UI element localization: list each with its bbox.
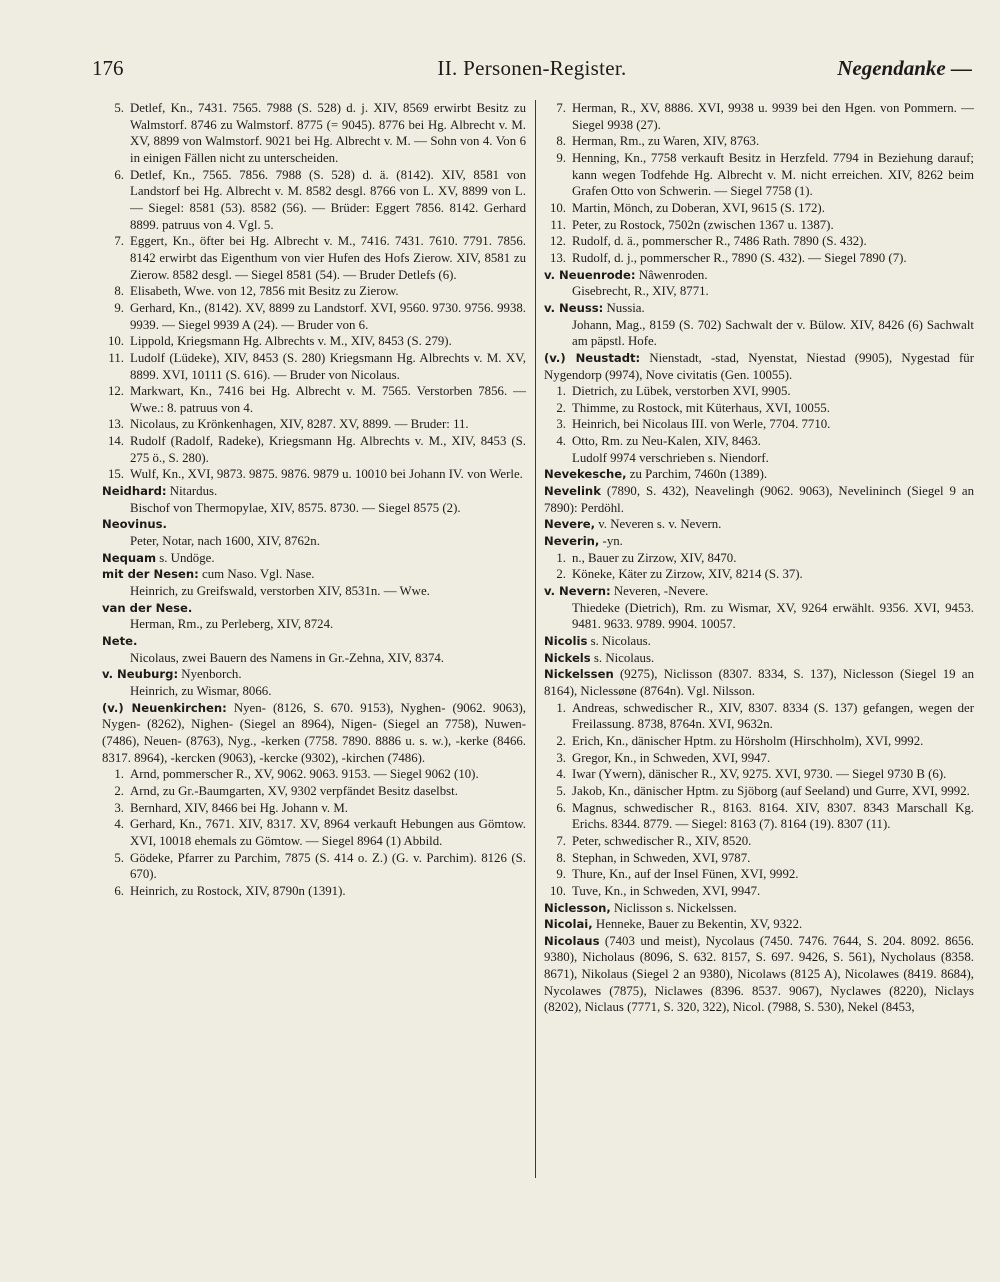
index-entry-nesen: mit der Nesen: cum Naso. Vgl. Nase. [102, 567, 315, 582]
entry-item: 1. Andreas, schwedischer R., XIV, 8307. 8334 (S. 137) gefangen, wegen der Freilassung. 8738, 8764n. XVI, 9632n. [556, 700, 974, 732]
index-entry-nicolaus: Nicolaus (7403 und meist), Nycolaus (7450. 7476. 7644, S. 204. 8092. 8656. 9380), Nicholaus (8096, S. 632. 8157, S. 697. 9426, S. 561), Nycholaus (8358. 8671), Nikolaus (Siegel 2 an 9380), Nicolaws (8125 A), Nicolawes (8419. 8684), Nycolawes (7875), Niclawes (8396. 8537. 9067), Nyclawes (8220), Niclays (8202), Niclaus (7771, S. 320, 322), Nicol. (7988, S. 530), Nekel (8453, [544, 933, 974, 1015]
entry-item: 13. Rudolf, d. j., pommerscher R., 7890 (S. 432). — Siegel 7890 (7). [549, 250, 907, 265]
entry-item: 1. n., Bauer zu Zirzow, XIV, 8470. [556, 550, 737, 565]
index-entry-nevelink: Nevelink (7890, S. 432), Neavelingh (9062. 9063), Nevelininch (Siegel 9 an 7890): Perdöhl. [544, 484, 974, 515]
entry-item: 2. Arnd, zu Gr.-Baumgarten, XV, 9302 verpfändet Besitz daselbst. [114, 783, 458, 798]
index-entry-neverin: Neverin, -yn. [544, 534, 623, 549]
left-column [102, 100, 526, 900]
index-entry-nickels: Nickels s. Nicolaus. [544, 650, 655, 665]
entry-item: 4. Gerhard, Kn., 7671. XIV, 8317. XV, 8964 verkauft Hebungen aus Gömtow. XVI, 10018 ehemals zu Gömtow. — Siegel 8964 (1) Abbild. [114, 817, 526, 848]
entry-subline: Bischof von Thermopylae, XIV, 8575. 8730. — Siegel 8575 (2). [130, 500, 461, 515]
entry-item: 3. Bernhard, XIV, 8466 bei Hg. Johann v. M. [114, 800, 348, 815]
entry-item: 8. Elisabeth, Wwe. von 12, 7856 mit Besitz zu Zierow. [114, 284, 399, 299]
index-entry-neuenkirchen: (v.) Neuenkirchen: Nyen- (8126, S. 670. 9153), Nyghen- (9062. 9063), Nygen- (8262), Nighen- (Siegel an 8964), Nigen- (Siegel an 7758), Nuwen- (7486), Neuen- (8763), Nyg., -kerken (7758. 7890. 8886 u. s. w.), -kerke (8466. 8317. 8964), -kercken (9063), -kercke (9302), -kirchen (7486). [102, 700, 526, 765]
entry-item: 4. Iwar (Ywern), dänischer R., XV, 9275. XVI, 9730. — Siegel 9730 B (6). [556, 767, 947, 782]
entry-item: 6. Magnus, schwedischer R., 8163. 8164. XIV, 8307. 8343 Marschall Kg. Erichs. 8344. 8779. — Siegel: 8163 (7). 8164 (19). 8307 (11). [556, 800, 974, 832]
index-entry-van-der-nese: van der Nese. [102, 600, 193, 615]
entry-subline: Peter, Notar, nach 1600, XIV, 8762n. [130, 534, 320, 549]
index-entry-nicolai: Nicolai, Henneke, Bauer zu Bekentin, XV, 9322. [544, 917, 803, 932]
entry-subline: Ludolf 9974 verschrieben s. Niendorf. [572, 450, 769, 465]
entry-item: 11. Ludolf (Lüdeke), XIV, 8453 (S. 280) Kriegsmann Hg. Albrechts v. M. XV, 8899. XVI, 10111 (S. 616). — Bruder von Nicolaus. [108, 350, 526, 382]
index-entry-neidhard: Neidhard: Nitardus. [102, 484, 218, 499]
entry-subline: Herman, Rm., zu Perleberg, XIV, 8724. [130, 617, 334, 632]
entry-item: 5. Gödeke, Pfarrer zu Parchim, 7875 (S. 414 o. Z.) (G. v. Parchim). 8126 (S. 670). [114, 850, 526, 882]
page-number: 176 [92, 56, 124, 80]
entry-subline: Heinrich, zu Wismar, 8066. [130, 683, 272, 698]
index-entry-nickelssen: Nickelssen (9275), Niclisson (8307. 8334, S. 137), Niclesson (Siegel 19 an 8164), Niclessøne (8764n). Vgl. Nilsson. [544, 667, 974, 698]
running-title: II. Personen-Register. [437, 56, 627, 80]
entry-subline: Heinrich, zu Greifswald, verstorben XIV, 8531n. — Wwe. [130, 584, 430, 599]
entry-item: 2. Erich, Kn., dänischer Hptm. zu Hörsholm (Hirschholm), XVI, 9992. [556, 733, 924, 748]
entry-item: 6. Detlef, Kn., 7565. 7856. 7988 (S. 528) d. ä. (8142). XIV, 8581 von Landstorf bei Hg. Albrecht v. M. 8582 desgl. 8766 von L. XV, 8899 von L. — Siegel: 8581 (53). 8582 (56). — Brüder: Eggert 7856. 8142. Gerhard 8899. patruus von 4. Vgl. 5. [114, 167, 526, 232]
entry-item: 2. Thimme, zu Rostock, mit Küterhaus, XVI, 10055. [556, 400, 830, 415]
entry-item: 3. Gregor, Kn., in Schweden, XVI, 9947. [556, 750, 771, 765]
index-entry-neustadt: (v.) Neustadt: Nienstadt, -stad, Nyenstat, Niestad (9905), Nygestad für Nygendorp (9974), Nove civitatis (Gen. 10055). [544, 350, 974, 382]
index-entry-nicolis: Nicolis s. Nicolaus. [544, 634, 651, 648]
index-entry-nequam: Nequam s. Undöge. [102, 550, 215, 565]
entry-item: 9. Henning, Kn., 7758 verkauft Besitz in Herzfeld. 7794 in Beziehung darauf; kann wegen Todfehde Hg. Albrecht v. M. nicht erreichen. XIV, 8262 beim Grafen Otto von Schwerin. — Siegel 7758 (1). [556, 150, 974, 199]
entry-subline: Nicolaus, zwei Bauern des Namens in Gr.-Zehna, XIV, 8374. [130, 650, 444, 665]
entry-item: 8. Stephan, in Schweden, XVI, 9787. [556, 850, 751, 865]
column-divider [535, 100, 536, 1178]
entry-item: 6. Heinrich, zu Rostock, XIV, 8790n (1391). [114, 883, 346, 898]
right-column [544, 100, 974, 1016]
entry-item: 11. Peter, zu Rostock, 7502n (zwischen 1367 u. 1387). [550, 217, 834, 232]
entry-item: 10. Martin, Mönch, zu Doberan, XVI, 9615 (S. 172). [549, 200, 825, 215]
entry-subline: Thiedeke (Dietrich), Rm. zu Wismar, XV, 9264 erwählt. 9356. XVI, 9453. 9481. 9633. 9789. 9904. 10057. [572, 600, 974, 632]
entry-item: 15. Wulf, Kn., XVI, 9873. 9875. 9876. 9879 u. 10010 bei Johann IV. von Werle. [107, 467, 523, 482]
entry-item: 8. Herman, Rm., zu Waren, XIV, 8763. [556, 134, 760, 149]
entry-item: 10. Lippold, Kriegsmann Hg. Albrechts v. M., XIV, 8453 (S. 279). [107, 334, 452, 349]
entry-subline: Gisebrecht, R., XIV, 8771. [572, 284, 709, 299]
entry-item: 1. Arnd, pommerscher R., XV, 9062. 9063. 9153. — Siegel 9062 (10). [114, 767, 479, 782]
entry-item: 10. Tuve, Kn., in Schweden, XVI, 9947. [549, 883, 761, 898]
index-entry-nevere: Nevere, v. Neveren s. v. Nevern. [544, 517, 722, 532]
entry-item: 3. Heinrich, bei Nicolaus III. von Werle, 7704. 7710. [556, 417, 831, 432]
index-entry-neuenrode: v. Neuenrode: Nâwenroden. [544, 267, 708, 282]
entry-item: 7. Eggert, Kn., öfter bei Hg. Albrecht v. M., 7416. 7431. 7610. 7791. 7856. 8142 erwirbt das Eigenthum von vier Hufen des Hofs Zierow. XIV, 8581 zu Zierow. 8582 desgl. — Siegel 8581 (54). — Bruder Detlefs (6). [114, 234, 526, 282]
index-entry-nevern: v. Nevern: Neveren, -Nevere. [544, 584, 709, 599]
entry-item: 9. Gerhard, Kn., (8142). XV, 8899 zu Landstorf. XVI, 9560. 9730. 9756. 9938. 9939. — Siegel 9939 A (24). — Bruder von 6. [114, 300, 526, 332]
index-entry-nete: Nete. [102, 634, 138, 648]
entry-item: 12. Rudolf, d. ä., pommerscher R., 7486 Rath. 7890 (S. 432). [549, 234, 867, 249]
entry-item: 14. Rudolf (Radolf, Radeke), Kriegsmann Hg. Albrechts v. M., XIV, 8453 (S. 275 ö., S. 280). [107, 434, 526, 465]
entry-item: 2. Köneke, Käter zu Zirzow, XIV, 8214 (S. 37). [556, 567, 803, 582]
entry-item: 12. Markwart, Kn., 7416 bei Hg. Albrecht v. M. 7565. Verstorben 7856. — Wwe.: 8. patruus von 4. [107, 384, 526, 415]
index-entry-neovinus: Neovinus. [102, 517, 167, 532]
entry-item: 5. Jakob, Kn., dänischer Hptm. zu Sjöborg (auf Seeland) und Gurre, XVI, 9992. [556, 783, 970, 798]
entry-item: 7. Peter, schwedischer R., XIV, 8520. [556, 833, 752, 848]
index-entry-nevekesche: Nevekesche, zu Parchim, 7460n (1389). [544, 467, 768, 482]
entry-item: 7. Herman, R., XV, 8886. XVI, 9938 u. 9939 bei den Hgen. von Pommern. — Siegel 9938 (27). [556, 101, 974, 132]
index-entry-neuburg: v. Neuburg: Nyenborch. [102, 667, 242, 682]
entry-item: 9. Thure, Kn., auf der Insel Fünen, XVI, 9992. [556, 867, 799, 882]
entry-item: 1. Dietrich, zu Lübek, verstorben XVI, 9905. [556, 384, 791, 399]
entry-item: 13. Nicolaus, zu Krönkenhagen, XIV, 8287. XV, 8899. — Bruder: 11. [107, 417, 469, 432]
index-entry-neuss: v. Neuss: Nussia. [544, 300, 645, 315]
entry-subline: Johann, Mag., 8159 (S. 702) Sachwalt der v. Bülow. XIV, 8426 (6) Sachwalt am päpstl. Hofe. [572, 317, 974, 349]
page-header [92, 56, 972, 90]
entry-item: 5. Detlef, Kn., 7431. 7565. 7988 (S. 528) d. j. XIV, 8569 erwirbt Besitz zu Walmstorf. 8746 zu Walmstorf. 8775 (= 9045). 8776 bei Hg. Albrecht v. M. XV, 8899 von Walmstorf. 9021 bei Hg. Albrecht v. M. — Sohn von 4. Von 6 in einigen Fällen nicht zu unterscheiden. [114, 101, 526, 165]
catchword: Negendanke — [837, 56, 972, 80]
index-entry-niclesson: Niclesson, Niclisson s. Nickelssen. [544, 900, 737, 915]
entry-item: 4. Otto, Rm. zu Neu-Kalen, XIV, 8463. [556, 434, 761, 449]
